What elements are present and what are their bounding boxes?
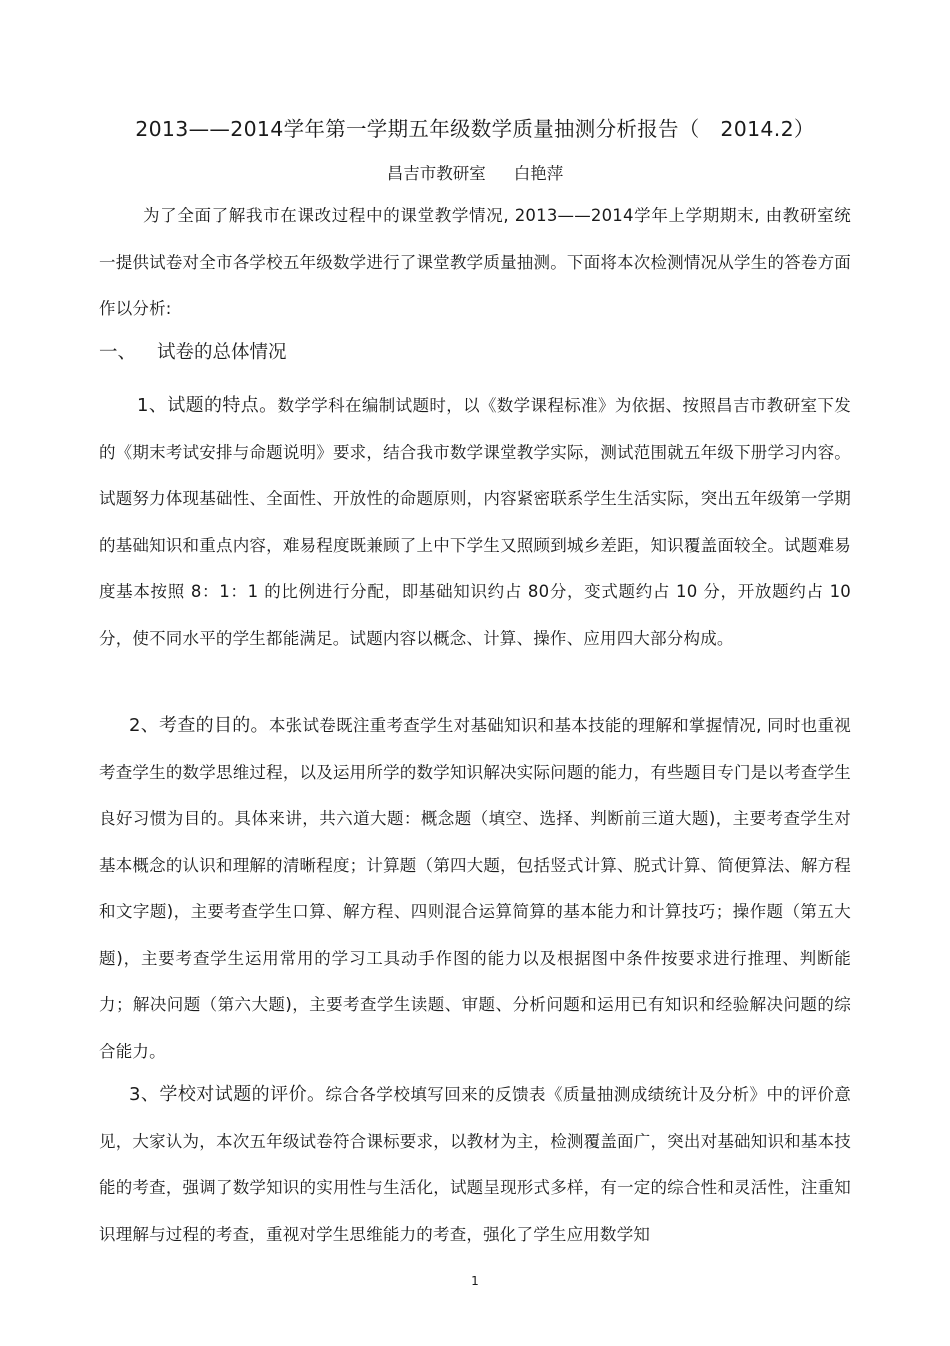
paragraph-text: 数学学科在编制试题时，以《数学课程标准》为依据、按照昌吉市教研室下发的《期末考试安排与命题说明》要求，结合我市数学课堂教学实际，测试范围就五年级下册学习内容。试题努力体现基础性、全面性、开放性的命题原则，内容紧密联系学生生活实际，突出五年级第一学期的基础知识和重点内容，难易程度既兼顾了上中下学生又照顾到城乡差距，知识覆盖面较全。试题难易度基本按照 8：1：1 的比例进行分配，即基础知识约占 80分，变式题约占 10 分，开放题约占 10 分，使不同水平的学生都能满足。试题内容以概念、计算、操作、应用四大部分构成。 — [99, 396, 851, 648]
section-heading — [99, 338, 287, 364]
paragraph-text: 综合各学校填写回来的反馈表《质量抽测成绩统计及分析》中的评价意见，大家认为，本次五年级试卷符合课标要求，以教材为主，检测覆盖面广，突出对基础知识和基本技能的考查，强调了数学知识的实用性与生活化，试题呈现形式多样，有一定的综合性和灵活性，注重知识理解与过程的考查，重视对学生思维能力的考查，强化了学生应用数学知 — [99, 1085, 852, 1244]
document-title: 2013——2014学年第一学期五年级数学质量抽测分析报告（ 2014.2） — [135, 117, 815, 141]
author-line — [70, 160, 880, 184]
page-number: 1 — [471, 1274, 479, 1288]
paragraph-test-features — [99, 383, 851, 662]
section-number: 一、 — [99, 342, 137, 363]
intro-paragraph: 为了全面了解我市在课改过程中的课堂教学情况, 2013——2014学年上学期期末, 由教研室统一提供试卷对全市各学校五年级数学进行了课堂教学质量抽测。下面将本次检测情况从学生的答卷方面作以分析: — [99, 206, 851, 318]
paragraph-lead: 2、考查的目的。 — [129, 715, 269, 736]
paragraph-text: 本张试卷既注重考查学生对基础知识和基本技能的理解和掌握情况, 同时也重视考查学生的数学思维过程，以及运用所学的数学知识解决实际问题的能力，有些题目专门是以考查学生良好习惯为目的。具体来讲，共六道大题：概念题（填空、选择、判断前三道大题)，主要考查学生对基本概念的认识和理解的清晰程度；计算题（第四大题，包括竖式计算、脱式计算、简便算法、解方程和文字题)，主要考查学生口算、解方程、四则混合运算简算的基本能力和计算技巧；操作题（第五大题)，主要考查学生运用常用的学习工具动手作图的能力以及根据图中条件按要求进行推理、判断能力；解决问题（第六大题)，主要考查学生读题、审题、分析问题和运用已有知识和经验解决问题的综合能力。 — [99, 716, 851, 1061]
paragraph-school-evaluation — [99, 1072, 851, 1258]
paragraph-lead: 1、试题的特点。 — [137, 395, 278, 416]
section-title: 试卷的总体情况 — [157, 342, 287, 363]
paragraph-lead: 3、学校对试题的评价。 — [129, 1084, 326, 1105]
author-name: 白艳萍 — [513, 164, 564, 183]
author-org: 昌吉市教研室 — [386, 164, 486, 183]
paragraph-test-purpose — [99, 703, 851, 1075]
